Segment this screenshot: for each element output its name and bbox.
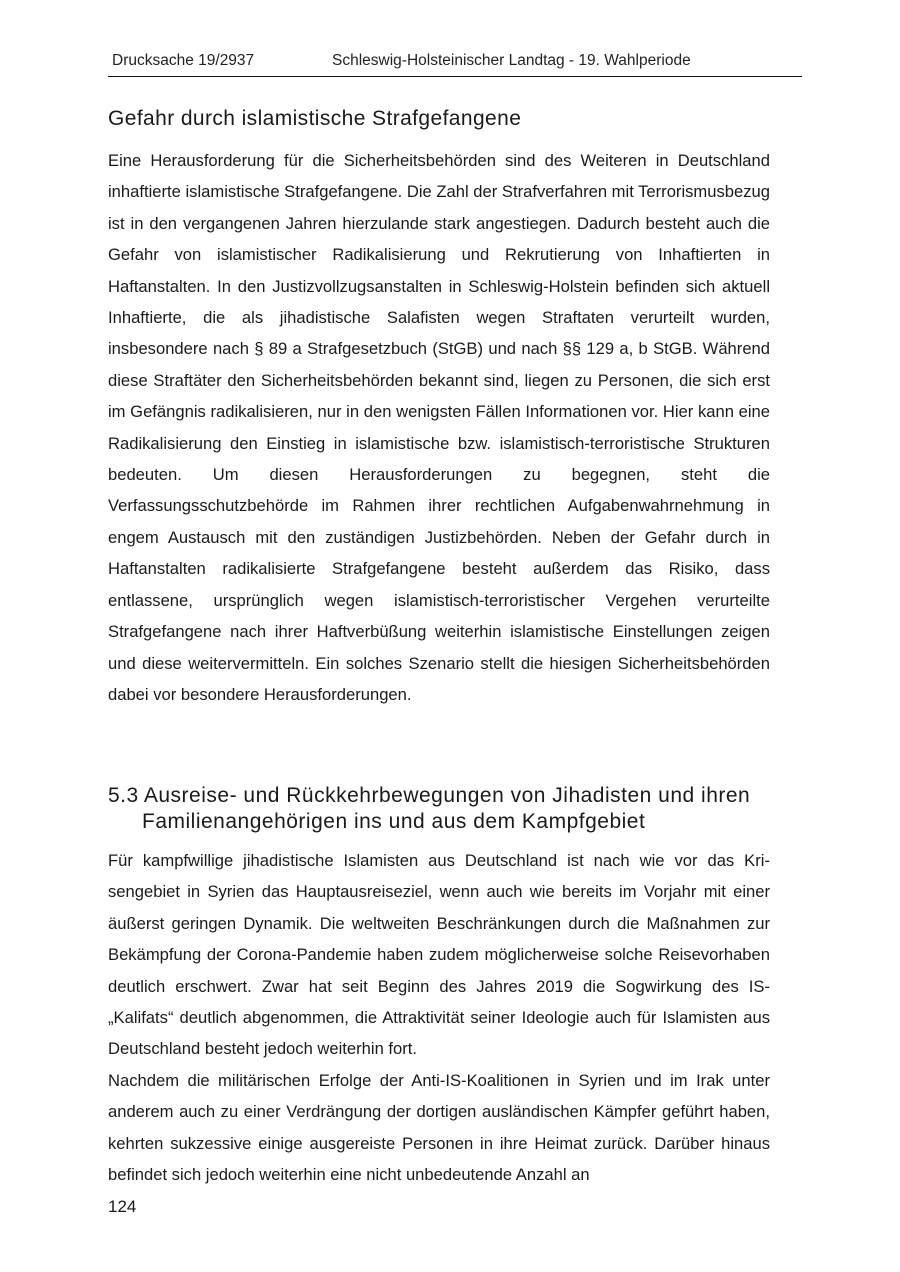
chapter-paragraph-1: Für kampfwillige jihadistische Islamisten aus Deutschland ist nach wie vor das Krisengebiet in Syrien das Hauptausreiseziel, wenn auch wie bereits im Vorjahr mit einer äußerst geringen Dynamik. Die weltweiten Beschränkungen durch die Maßnahmen zur Bekämpfung der Corona-Pandemie haben zudem möglicherweise solche Reisevorhaben deutlich erschwert. Zwar hat seit Beginn des Jahres 2019 die Sogwirkung des IS-„Kalifats“ deutlich abgenommen, die Attraktivität seiner Ideologie auch für Islamisten aus Deutschland besteht jedoch weiterhin fort. (108, 851, 770, 1059)
chapter-heading-line2: Familienangehörigen ins und aus dem Kampfgebiet (142, 810, 646, 833)
section-heading: Gefahr durch islamistische Strafgefangene (108, 107, 522, 130)
header-divider (108, 76, 802, 77)
chapter-heading-line1: 5.3 Ausreise- und Rückkehrbewegungen von Jihadisten und ihren (108, 784, 751, 807)
page-number: 124 (108, 1197, 137, 1216)
page-header (108, 52, 802, 76)
section-paragraph: Eine Herausforderung für die Sicherheitsbehörden sind des Weiteren in Deutschland inhaftierte islamistische Strafgefangene. Die Zahl der Strafverfahren mit Terrorismusbezug ist in den vergangenen Jahren hierzulande stark angestiegen. Dadurch besteht auch die Gefahr von islamistischer Radikalisierung und Rekrutierung von Inhaftierten in Haftanstalten. In den Justizvollzugsanstalten in Schleswig-Holstein befinden sich aktuell Inhaftierte, die als jihadistische Salafisten wegen Straftaten verurteilt wurden, insbesondere nach § 89 a Strafgesetzbuch (StGB) und nach §§ 129 a, b StGB. Während diese Straftäter den Sicherheitsbehörden bekannt sind, liegen zu Personen, die sich erst im Gefängnis radikalisieren, nur in den wenigsten Fällen Informationen vor. Hier kann eine Radikalisierung den Einstieg in islamistische bzw. islamistisch-terroristische Strukturen bedeuten. Um diesen Herausforderungen zu begegnen, steht die Verfassungsschutzbehörde im Rahmen ihrer rechtlichen Aufgabenwahrnehmung in engem Austausch mit den zuständigen Justizbehörden. Neben der Gefahr durch in Haftanstalten radikalisierte Strafgefangene besteht außerdem das Risiko, dass entlassene, ursprünglich wegen islamistisch-terroristischer Vergehen verurteilte Strafgefangene nach ihrer Haftverbüßung weiterhin islamistische Einstellungen zeigen und diese weitervermitteln. Ein solches Szenario stellt die hiesigen Sicherheitsbehörden dabei vor besondere Herausforderungen. (108, 151, 770, 704)
document-title: Schleswig-Holsteinischer Landtag - 19. Wahlperiode (332, 52, 691, 69)
chapter-paragraph-2: Nachdem die militärischen Erfolge der Anti-IS-Koalitionen in Syrien und im Irak unter anderem auch zu einer Verdrängung der dortigen ausländischen Kämpfer geführt haben, kehrten sukzessive einige ausgereiste Personen in ihre Heimat zurück. Darüber hinaus befindet sich jedoch weiterhin eine nicht unbedeutende Anzahl an (108, 1071, 770, 1185)
chapter-heading (108, 783, 788, 835)
document-number: Drucksache 19/2937 (112, 52, 255, 69)
